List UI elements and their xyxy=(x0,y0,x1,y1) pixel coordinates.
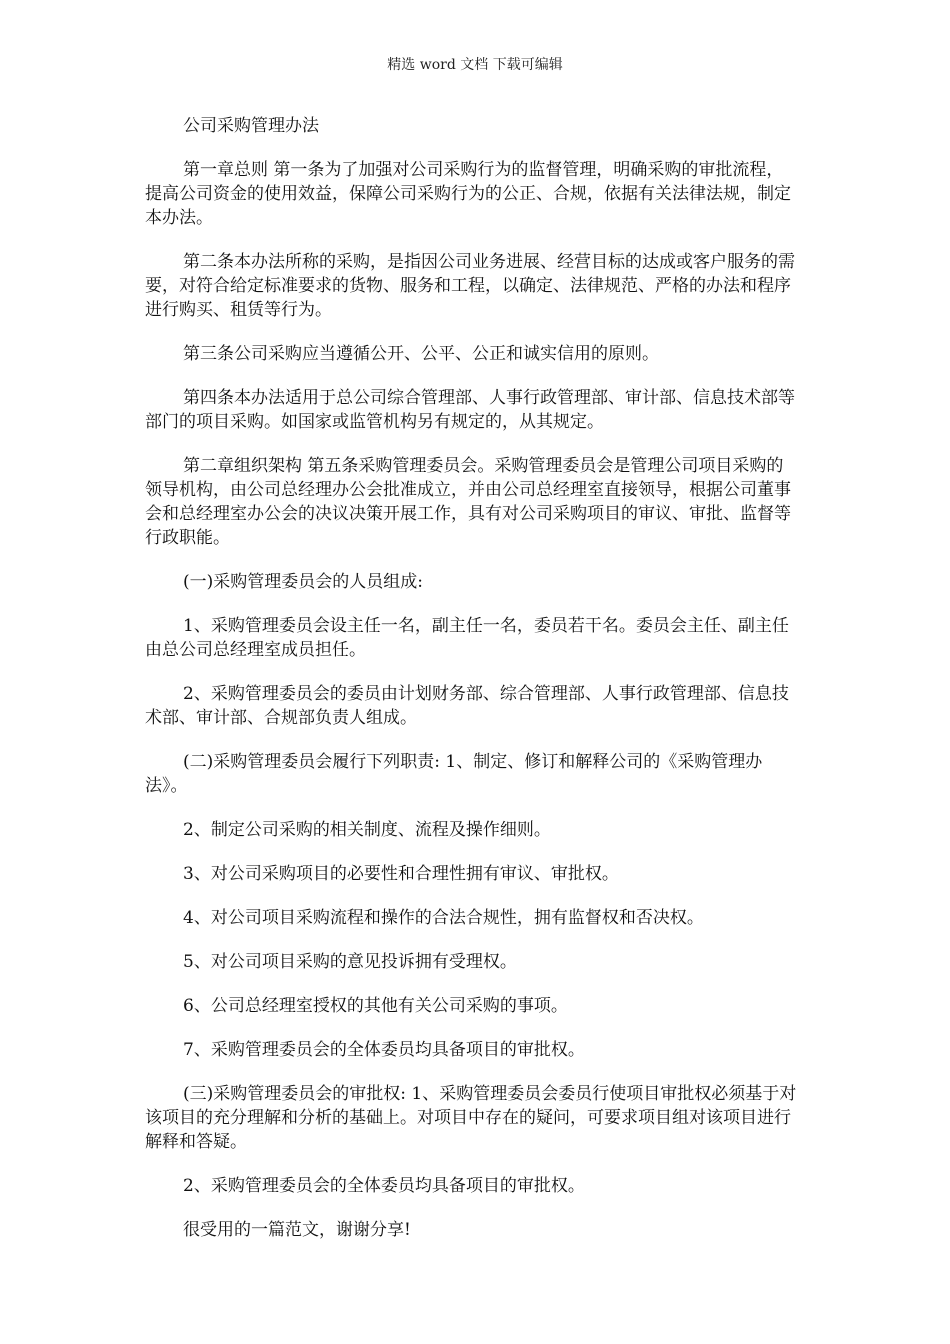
paragraph-section2-item4: 4、对公司项目采购流程和操作的合法合规性，拥有监督权和否决权。 xyxy=(183,908,704,928)
paragraph-article3: 第三条公司采购应当遵循公开、公平、公正和诚实信用的原则。 xyxy=(183,344,659,364)
paragraph-closing-note: 很受用的一篇范文，谢谢分享! xyxy=(183,1220,411,1240)
document-title: 公司采购管理办法 xyxy=(183,116,319,136)
page-header: 精选 word 文档 下载可编辑 xyxy=(387,57,563,73)
paragraph-section2-item7: 7、采购管理委员会的全体委员均具备项目的审批权。 xyxy=(183,1040,585,1060)
paragraph-section3-item2: 2、采购管理委员会的全体委员均具备项目的审批权。 xyxy=(183,1176,585,1196)
document-body xyxy=(145,114,800,1262)
paragraph-chapter2-article5: 第二章组织架构 第五条采购管理委员会。采购管理委员会是管理公司项目采购的领导机构，由公司总经理办公会批准成立，并由公司总经理室直接领导，根据公司董事会和总经理室办公会的决议决策开展工作，具有对公司采购项目的审议、审批、监督等行政职能。 xyxy=(145,456,791,548)
paragraph-section2-item2: 2、制定公司采购的相关制度、流程及操作细则。 xyxy=(183,820,551,840)
paragraph-article4: 第四条本办法适用于总公司综合管理部、人事行政管理部、审计部、信息技术部等部门的项目采购。如国家或监管机构另有规定的，从其规定。 xyxy=(145,388,795,432)
paragraph-section3-item1: (三)采购管理委员会的审批权: 1、采购管理委员会委员行使项目审批权必须基于对该项目的充分理解和分析的基础上。对项目中存在的疑问，可要求项目组对该项目进行解释和答疑。 xyxy=(145,1084,797,1152)
paragraph-section2-item3: 3、对公司采购项目的必要性和合理性拥有审议、审批权。 xyxy=(183,864,619,884)
paragraph-section1-item1: 1、采购管理委员会设主任一名，副主任一名，委员若干名。委员会主任、副主任由总公司总经理室成员担任。 xyxy=(145,616,789,660)
paragraph-section2-item5: 5、对公司项目采购的意见投诉拥有受理权。 xyxy=(183,952,517,972)
paragraph-article2: 第二条本办法所称的采购，是指因公司业务进展、经营目标的达成或客户服务的需要，对符合给定标准要求的货物、服务和工程，以确定、法律规范、严格的办法和程序进行购买、租赁等行为。 xyxy=(145,252,795,320)
paragraph-section1-heading: (一)采购管理委员会的人员组成: xyxy=(183,572,423,592)
paragraph-chapter1-article1: 第一章总则 第一条为了加强对公司采购行为的监督管理，明确采购的审批流程，提高公司资金的使用效益，保障公司采购行为的公正、合规，依据有关法律法规，制定本办法。 xyxy=(145,160,791,228)
paragraph-section1-item2: 2、采购管理委员会的委员由计划财务部、综合管理部、人事行政管理部、信息技术部、审计部、合规部负责人组成。 xyxy=(145,684,789,728)
paragraph-section2-item6: 6、公司总经理室授权的其他有关公司采购的事项。 xyxy=(183,996,568,1016)
paragraph-section2-item1: (二)采购管理委员会履行下列职责: 1、制定、修订和解释公司的《采购管理办法》。 xyxy=(145,752,763,796)
